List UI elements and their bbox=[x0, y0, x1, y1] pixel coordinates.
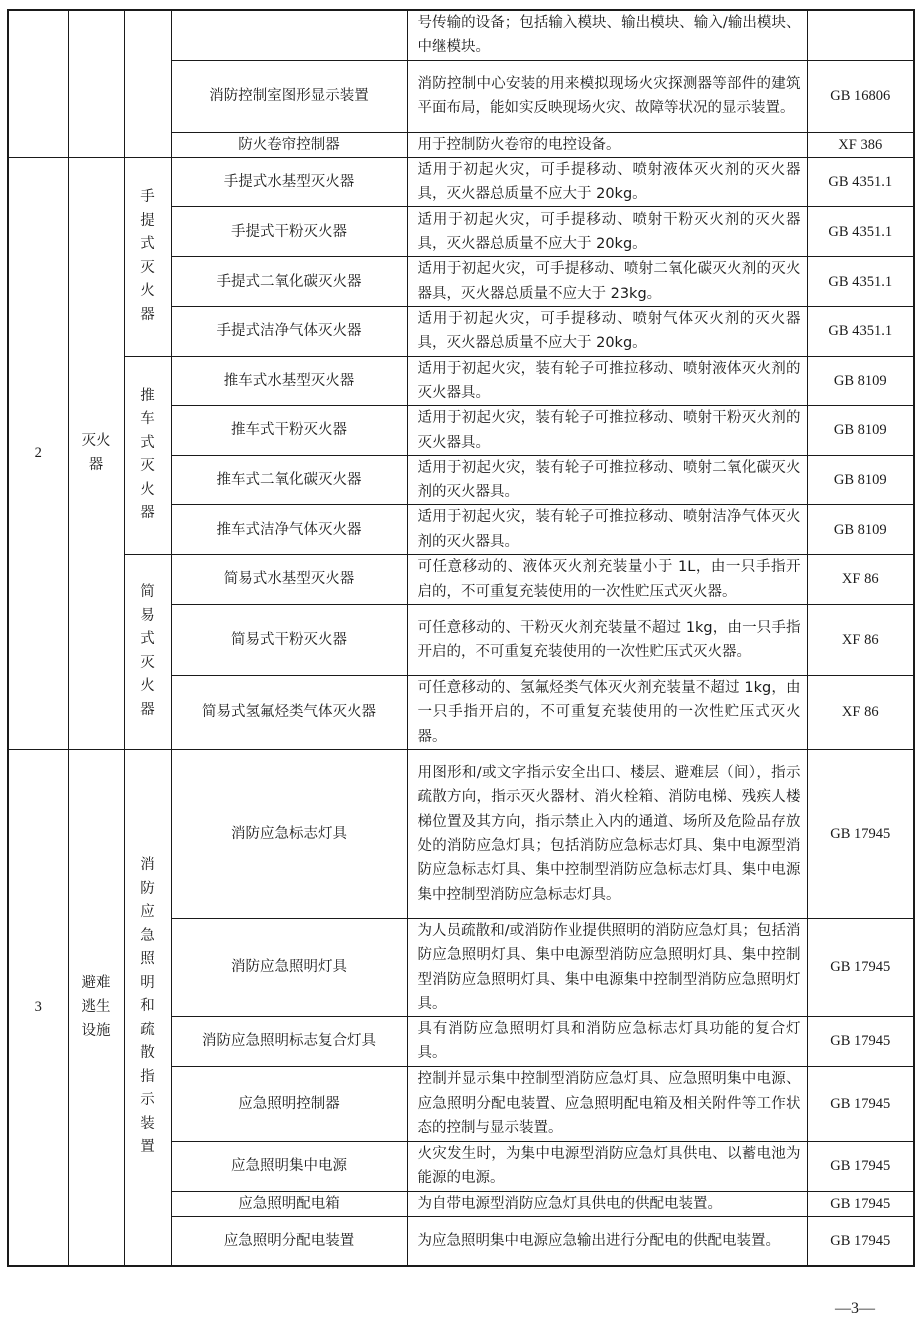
name-cell: 消防应急标志灯具 bbox=[171, 749, 407, 918]
desc-cell: 消防控制中心安装的用来模拟现场火灾探测器等部件的建筑平面布局，能如实反映现场火灾、故障等状况的显示装置。 bbox=[407, 60, 807, 132]
std-cell: GB 17945 bbox=[807, 1017, 914, 1067]
table-row bbox=[8, 749, 914, 918]
subgroup-label bbox=[124, 157, 171, 356]
desc-cell: 为人员疏散和/或消防作业提供照明的消防应急灯具；包括消防应急照明灯具、集中电源型消防应急照明灯具、集中控制型消防应急照明灯具、集中电源集中控制型消防应急照明灯具。 bbox=[407, 918, 807, 1016]
std-cell: GB 8109 bbox=[807, 356, 914, 406]
std-cell bbox=[807, 10, 914, 60]
name-cell: 推车式水基型灭火器 bbox=[171, 356, 407, 406]
table-row bbox=[8, 356, 914, 406]
desc-cell: 适用于初起火灾，装有轮子可推拉移动、喷射液体灭火剂的灭火器具。 bbox=[407, 356, 807, 406]
category-cell-empty bbox=[68, 10, 124, 157]
std-cell: GB 17945 bbox=[807, 1141, 914, 1191]
name-cell: 手提式水基型灭火器 bbox=[171, 157, 407, 207]
name-cell: 手提式二氧化碳灭火器 bbox=[171, 257, 407, 307]
name-cell: 应急照明分配电装置 bbox=[171, 1217, 407, 1266]
desc-cell: 为自带电源型消防应急灯具供电的供配电装置。 bbox=[407, 1191, 807, 1216]
name-cell: 应急照明集中电源 bbox=[171, 1141, 407, 1191]
name-cell: 推车式二氧化碳灭火器 bbox=[171, 455, 407, 505]
std-cell: XF 86 bbox=[807, 555, 914, 605]
group-category bbox=[68, 749, 124, 1265]
desc-cell: 适用于初起火灾，可手提移动、喷射二氧化碳灭火剂的灭火器具，灭火器总质量不应大于 23kg。 bbox=[407, 257, 807, 307]
std-cell: GB 16806 bbox=[807, 60, 914, 132]
subgroup-text: 推车式灭火器 bbox=[140, 387, 155, 522]
desc-cell: 适用于初起火灾，装有轮子可推拉移动、喷射洁净气体灭火剂的灭火器具。 bbox=[407, 505, 807, 555]
desc-cell: 具有消防应急照明灯具和消防应急标志灯具功能的复合灯具。 bbox=[407, 1017, 807, 1067]
desc-cell: 可任意移动的、干粉灭火剂充装量不超过 1kg，由一只手指开启的，不可重复充装使用的一次性贮压式灭火器。 bbox=[407, 605, 807, 676]
table-row bbox=[8, 555, 914, 605]
name-cell: 应急照明配电箱 bbox=[171, 1191, 407, 1216]
desc-cell: 用于控制防火卷帘的电控设备。 bbox=[407, 132, 807, 157]
group-number: 2 bbox=[8, 157, 68, 749]
subgroup-text: 简易式灭火器 bbox=[140, 584, 155, 718]
std-cell: GB 17945 bbox=[807, 1191, 914, 1216]
name-cell: 消防应急照明灯具 bbox=[171, 918, 407, 1016]
category-label: 避难逃生设施 bbox=[81, 975, 111, 1040]
table-body bbox=[8, 10, 914, 1266]
std-cell: GB 8109 bbox=[807, 406, 914, 456]
desc-cell: 适用于初起火灾，可手提移动、喷射气体灭火剂的灭火器具，灭火器总质量不应大于 20kg。 bbox=[407, 307, 807, 357]
desc-cell: 为应急照明集中电源应急输出进行分配电的供配电装置。 bbox=[407, 1217, 807, 1266]
name-cell: 推车式洁净气体灭火器 bbox=[171, 505, 407, 555]
subgroup-text: 手提式灭火器 bbox=[140, 189, 155, 323]
desc-cell: 适用于初起火灾，可手提移动、喷射液体灭火剂的灭火器具，灭火器总质量不应大于 20kg。 bbox=[407, 157, 807, 207]
name-cell: 应急照明控制器 bbox=[171, 1066, 407, 1141]
std-cell: GB 17945 bbox=[807, 1217, 914, 1266]
equipment-table bbox=[7, 9, 915, 1267]
std-cell: GB 17945 bbox=[807, 1066, 914, 1141]
table-row bbox=[8, 10, 914, 60]
std-cell: GB 8109 bbox=[807, 505, 914, 555]
std-cell: GB 4351.1 bbox=[807, 157, 914, 207]
std-cell: GB 4351.1 bbox=[807, 257, 914, 307]
name-cell: 消防控制室图形显示装置 bbox=[171, 60, 407, 132]
name-cell: 消防应急照明标志复合灯具 bbox=[171, 1017, 407, 1067]
name-cell: 简易式水基型灭火器 bbox=[171, 555, 407, 605]
name-cell: 简易式氢氟烃类气体灭火器 bbox=[171, 676, 407, 750]
table-row bbox=[8, 157, 914, 207]
desc-cell: 火灾发生时，为集中电源型消防应急灯具供电、以蓄电池为能源的电源。 bbox=[407, 1141, 807, 1191]
group-category bbox=[68, 157, 124, 749]
subgroup-label bbox=[124, 356, 171, 554]
std-cell: XF 86 bbox=[807, 605, 914, 676]
name-cell: 手提式洁净气体灭火器 bbox=[171, 307, 407, 357]
desc-cell: 控制并显示集中控制型消防应急灯具、应急照明集中电源、应急照明分配电装置、应急照明配电箱及相关附件等工作状态的控制与显示装置。 bbox=[407, 1066, 807, 1141]
desc-cell: 可任意移动的、液体灭火剂充装量小于 1L，由一只手指开启的，不可重复充装使用的一次性贮压式灭火器。 bbox=[407, 555, 807, 605]
desc-cell: 适用于初起火灾，装有轮子可推拉移动、喷射干粉灭火剂的灭火器具。 bbox=[407, 406, 807, 456]
page-number: —3— bbox=[835, 1300, 875, 1317]
desc-cell: 可任意移动的、氢氟烃类气体灭火剂充装量不超过 1kg，由一只手指开启的，不可重复充装使用的一次性贮压式灭火器。 bbox=[407, 676, 807, 750]
subgroup-label bbox=[124, 555, 171, 750]
subgroup-label bbox=[124, 749, 171, 1265]
num-cell-empty bbox=[8, 10, 68, 157]
desc-cell: 号传输的设备；包括输入模块、输出模块、输入/输出模块、中继模块。 bbox=[407, 10, 807, 60]
subcategory-cell-empty bbox=[124, 10, 171, 157]
desc-cell: 用图形和/或文字指示安全出口、楼层、避难层（间），指示疏散方向，指示灭火器材、消火栓箱、消防电梯、残疾人楼梯位置及其方向，指示禁止入内的通道、场所及危险品存放处的消防应急灯具；包括消防应急标志灯具、集中电源型消防应急标志灯具、集中控制型消防应急标志灯具、集中电源集中控制型消防应急标志灯具。 bbox=[407, 749, 807, 918]
std-cell: GB 4351.1 bbox=[807, 307, 914, 357]
name-cell: 推车式干粉灭火器 bbox=[171, 406, 407, 456]
desc-cell: 适用于初起火灾，可手提移动、喷射干粉灭火剂的灭火器具，灭火器总质量不应大于 20kg。 bbox=[407, 207, 807, 257]
desc-cell: 适用于初起火灾，装有轮子可推拉移动、喷射二氧化碳灭火剂的灭火器具。 bbox=[407, 455, 807, 505]
name-cell: 简易式干粉灭火器 bbox=[171, 605, 407, 676]
std-cell: XF 86 bbox=[807, 676, 914, 750]
std-cell: XF 386 bbox=[807, 132, 914, 157]
std-cell: GB 17945 bbox=[807, 918, 914, 1016]
name-cell: 防火卷帘控制器 bbox=[171, 132, 407, 157]
std-cell: GB 8109 bbox=[807, 455, 914, 505]
name-cell: 手提式干粉灭火器 bbox=[171, 207, 407, 257]
std-cell: GB 4351.1 bbox=[807, 207, 914, 257]
name-cell-empty bbox=[171, 10, 407, 60]
std-cell: GB 17945 bbox=[807, 749, 914, 918]
category-label: 灭火器 bbox=[81, 433, 111, 474]
subgroup-text: 消防应急照明和疏散指示装置 bbox=[140, 857, 155, 1156]
group-number: 3 bbox=[8, 749, 68, 1265]
